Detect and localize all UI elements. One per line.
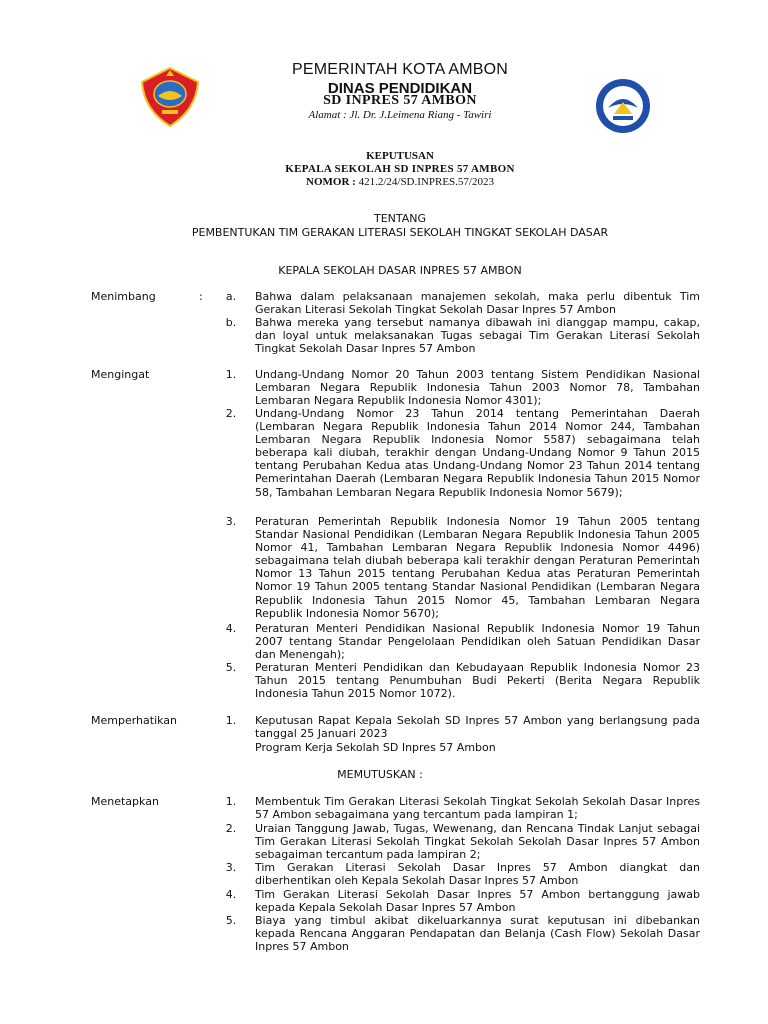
- list-item: Bahwa mereka yang tersebut namanya dibawah ini dianggap mampu, cakap, dan loyal untuk melaksanakan Tugas sebagai Tim Gerakan Literasi Sekolah Tingkat Sekolah Dasar Inpres 57 Ambon: [255, 316, 700, 356]
- list-item: Biaya yang timbul akibat dikeluarkannya surat keputusan ini dibebankan kepada Rencana Anggaran Pendapatan dan Belanja (Cash Flow) Sekolah Dasar Inpres 57 Ambon: [255, 914, 700, 954]
- decree-number: [100, 176, 700, 188]
- list-item: Program Kerja Sekolah SD Inpres 57 Ambon: [255, 741, 496, 754]
- letterhead-department: DINAS PENDIDIKAN: [327, 80, 473, 97]
- list-marker: 3.: [225, 515, 237, 528]
- section-label-menimbang: Menimbang: [91, 290, 156, 303]
- list-item: Tim Gerakan Literasi Sekolah Dasar Inpres 57 Ambon bertanggung jawab kepada Kepala Sekolah Dasar Inpres 57 Ambon: [255, 888, 700, 915]
- list-marker: 4.: [225, 888, 237, 901]
- about-label: TENTANG: [373, 212, 427, 225]
- list-item: Uraian Tanggung Jawab, Tugas, Wewenang, dan Rencana Tindak Lanjut sebagai Tim Gerakan Literasi Sekolah Tingkat Sekolah Sekolah Dasar Inpres 57 Ambon sebagaiman tercantum pada lampiran 2;: [255, 822, 700, 862]
- decree-number-value: 421.2/24/SD.INPRES.57/2023: [358, 176, 494, 188]
- list-marker: a.: [225, 290, 237, 303]
- list-item: Keputusan Rapat Kepala Sekolah SD Inpres 57 Ambon yang berlangsung pada tanggal 25 Januari 2023: [255, 714, 700, 741]
- letterhead-address: Alamat : Jl. Dr. J.Leimena Riang - Tawiri: [308, 109, 492, 121]
- list-marker: 2.: [225, 822, 237, 835]
- decree-issuer: KEPALA SEKOLAH SD INPRES 57 AMBON: [285, 163, 515, 175]
- list-item: Peraturan Pemerintah Republik Indonesia Nomor 19 Tahun 2005 tentang Standar Nasional Pendidikan (Lembaran Negara Republik Indonesia Tahun 2005 Nomor 41, Tambahan Lembaran Negara Republik Indonesia Nomor 4496) sebagaimana telah diubah beberapa kali terakhir dengan Peraturan Pemerintah Nomor 13 Tahun 2015 tentang Perubahan Kedua atas Peraturan Pemerintah Nomor 19 Tahun 2005 tentang Standar Nasional Pendidikan (Lembaran Negara Republik Indonesia Tahun 2015 Nomor 45, Tambahan Lembaran Negara Republik Indonesia Nomor 5670);: [255, 515, 700, 620]
- letterhead-school: SD INPRES 57 AMBON: [323, 93, 477, 108]
- list-marker: 4.: [225, 622, 237, 635]
- list-marker: 3.: [225, 861, 237, 874]
- list-marker: 5.: [225, 914, 237, 927]
- list-marker: 5.: [225, 661, 237, 674]
- list-marker: 2.: [225, 407, 237, 420]
- list-item: Membentuk Tim Gerakan Literasi Sekolah Tingkat Sekolah Sekolah Dasar Inpres 57 Ambon sebagaimana yang tercantum pada lampiran 1;: [255, 795, 700, 822]
- list-item: Peraturan Menteri Pendidikan Nasional Republik Indonesia Nomor 19 Tahun 2007 tentang Standar Pengelolaan Pendidikan oleh Satuan Pendidikan Dasar dan Menengah);: [255, 622, 700, 662]
- tut-wuri-handayani-icon: [594, 78, 652, 134]
- section-label-memperhatikan: Memperhatikan: [91, 714, 178, 727]
- section-colon: :: [199, 290, 203, 303]
- list-marker: 1.: [225, 368, 237, 381]
- list-item: Undang-Undang Nomor 23 Tahun 2014 tentang Pemerintahan Daerah (Lembaran Negara Republik Indonesia Tahun 2014 Nomor 244, Tambahan Lembaran Negara Republik Indonesia Nomor 5587) sebagaimana telah beberapa kali diubah, terakhir dengan Undang-Undang Nomor 9 Tahun 2015 tentang Perubahan Kedua atas Undang-Undang Nomor 23 Tahun 2014 tentang Pemerintahan Daerah (Lembaran Negara Republik Indonesia Tahun 2015 Nomor 58, Tambahan Lembaran Negara Republik Indonesia Nomor 5679);: [255, 407, 700, 499]
- list-marker: b.: [225, 316, 237, 329]
- list-item: Bahwa dalam pelaksanaan manajemen sekolah, maka perlu dibentuk Tim Gerakan Literasi Sekolah Tingkat Sekolah Dasar Inpres 57 Ambon: [255, 290, 700, 317]
- list-item: Peraturan Menteri Pendidikan dan Kebudayaan Republik Indonesia Nomor 23 Tahun 2015 tentang Penumbuhan Budi Pekerti (Berita Negara Republik Indonesia Tahun 2015 Nomor 1072).: [255, 661, 700, 701]
- section-label-mengingat: Mengingat: [91, 368, 150, 381]
- decree-title: KEPUTUSAN: [366, 150, 434, 162]
- decree-number-label: NOMOR :: [306, 176, 356, 188]
- decree-subject: PEMBENTUKAN TIM GERAKAN LITERASI SEKOLAH TINGKAT SEKOLAH DASAR: [191, 226, 609, 239]
- decree-authority: KEPALA SEKOLAH DASAR INPRES 57 AMBON: [278, 264, 522, 277]
- memutuskan-heading: MEMUTUSKAN :: [337, 768, 423, 781]
- list-item: Tim Gerakan Literasi Sekolah Dasar Inpres 57 Ambon diangkat dan diberhentikan oleh Kepala Sekolah Dasar Inpres 57 Ambon: [255, 861, 700, 888]
- list-marker: 1.: [225, 714, 237, 727]
- letterhead-government: PEMERINTAH KOTA AMBON: [291, 61, 509, 78]
- list-item: Undang-Undang Nomor 20 Tahun 2003 tentang Sistem Pendidikan Nasional Lembaran Negara Republik Indonesia Tahun 2003 Nomor 78, Tambahan Lembaran Negara Republik Indonesia Nomor 4301);: [255, 368, 700, 408]
- ambon-city-emblem-icon: [140, 66, 200, 128]
- list-marker: 1.: [225, 795, 237, 808]
- section-label-menetapkan: Menetapkan: [91, 795, 159, 808]
